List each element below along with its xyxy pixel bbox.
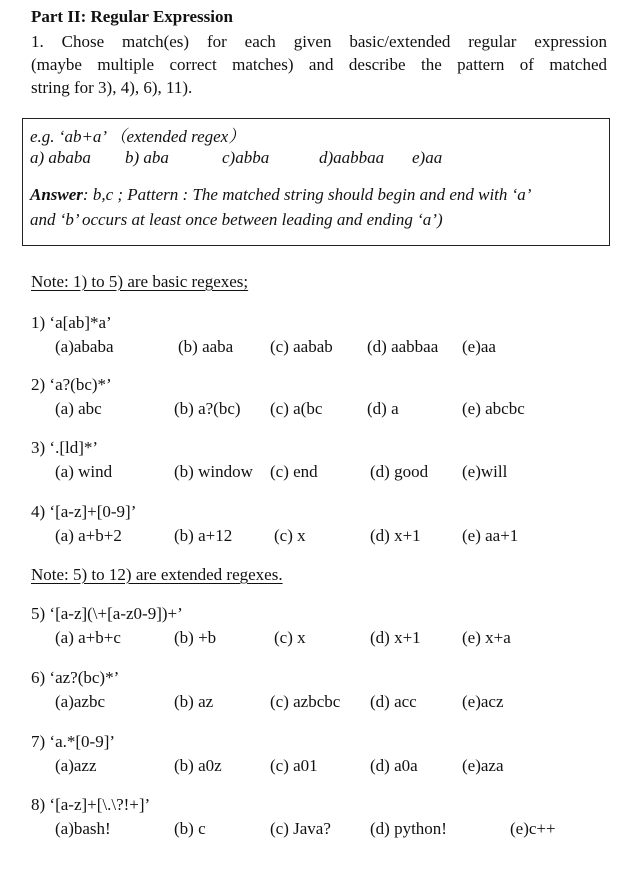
question-5: 5) ‘[a-z](\+[a-z0-9])+’ bbox=[31, 604, 183, 623]
q2-option-b: (b) a?(bc) bbox=[174, 399, 241, 418]
instructions-line-2: (maybe multiple correct matches) and describe the pattern of matched bbox=[31, 55, 607, 74]
q5-option-d: (d) x+1 bbox=[370, 628, 421, 647]
q5-option-e: (e) x+a bbox=[462, 628, 511, 647]
example-box bbox=[22, 118, 610, 246]
q1-option-c: (c) aabab bbox=[270, 337, 333, 356]
q3-option-d: (d) good bbox=[370, 462, 429, 481]
q4-option-e: (e) aa+1 bbox=[462, 526, 519, 545]
q6-option-c: (c) azbcbc bbox=[270, 692, 341, 711]
question-2: 2) ‘a?(bc)*’ bbox=[31, 375, 112, 394]
q3-option-b: (b) window bbox=[174, 462, 253, 481]
example-option-c: c)abba bbox=[222, 148, 270, 167]
answer-label: Answer bbox=[30, 185, 83, 204]
example-option-b: b) aba bbox=[125, 148, 169, 167]
q2-option-a: (a) abc bbox=[55, 399, 102, 418]
example-answer-continued: and ‘b’ occurs at least once between leading and ending ‘a’) bbox=[30, 210, 443, 229]
note-extended: Note: 5) to 12) are extended regexes. bbox=[31, 565, 283, 584]
q2-option-e: (e) abcbc bbox=[462, 399, 525, 418]
q4-option-d: (d) x+1 bbox=[370, 526, 421, 545]
q7-option-d: (d) a0a bbox=[370, 756, 418, 775]
q2-option-d: (d) a bbox=[367, 399, 399, 418]
q1-option-d: (d) aabbaa bbox=[367, 337, 439, 356]
q4-option-c: (c) x bbox=[274, 526, 306, 545]
q7-option-b: (b) a0z bbox=[174, 756, 222, 775]
instructions-line-3: string for 3), 4), 6), 11). bbox=[31, 78, 193, 97]
question-3: 3) ‘.[ld]*’ bbox=[31, 438, 99, 457]
question-4: 4) ‘[a-z]+[0-9]’ bbox=[31, 502, 137, 521]
q5-option-b: (b) +b bbox=[174, 628, 217, 647]
example-option-a: a) ababa bbox=[30, 148, 91, 167]
q8-option-b: (b) c bbox=[174, 819, 206, 838]
q3-option-c: (c) end bbox=[270, 462, 318, 481]
note-basic: Note: 1) to 5) are basic regexes; bbox=[31, 272, 249, 291]
q6-option-b: (b) az bbox=[174, 692, 214, 711]
q7-option-a: (a)azz bbox=[55, 756, 97, 775]
example-option-d: d)aabbaa bbox=[319, 148, 385, 167]
q6-option-d: (d) acc bbox=[370, 692, 417, 711]
instructions bbox=[31, 30, 607, 99]
q1-option-a: (a)ababa bbox=[55, 337, 114, 356]
q3-option-e: (e)will bbox=[462, 462, 508, 481]
section-title: Part II: Regular Expression bbox=[31, 7, 233, 26]
q5-option-c: (c) x bbox=[274, 628, 306, 647]
q7-option-c: (c) a01 bbox=[270, 756, 318, 775]
q2-option-c: (c) a(bc bbox=[270, 399, 323, 418]
question-8: 8) ‘[a-z]+[\.\?!+]’ bbox=[31, 795, 151, 814]
q8-option-c: (c) Java? bbox=[270, 819, 331, 838]
example-label: e.g. ‘ab+a’ （extended regex） bbox=[30, 127, 246, 146]
q3-option-a: (a) wind bbox=[55, 462, 113, 481]
q4-option-b: (b) a+12 bbox=[174, 526, 233, 545]
q5-option-a: (a) a+b+c bbox=[55, 628, 121, 647]
q6-option-e: (e)acz bbox=[462, 692, 504, 711]
q8-option-e: (e)c++ bbox=[510, 819, 556, 838]
q8-option-d: (d) python! bbox=[370, 819, 447, 838]
question-7: 7) ‘a.*[0-9]’ bbox=[31, 732, 116, 751]
q1-option-b: (b) aaba bbox=[178, 337, 234, 356]
instructions-line-1: 1. Chose match(es) for each given basic/extended regular expression bbox=[31, 32, 607, 51]
q7-option-e: (e)aza bbox=[462, 756, 504, 775]
question-1: 1) ‘a[ab]*a’ bbox=[31, 313, 112, 332]
q6-option-a: (a)azbc bbox=[55, 692, 106, 711]
q1-option-e: (e)aa bbox=[462, 337, 496, 356]
question-6: 6) ‘az?(bc)*’ bbox=[31, 668, 120, 687]
example-answer bbox=[30, 185, 531, 205]
answer-text: : b,c ; Pattern : The matched string should begin and end with ‘a’ bbox=[82, 185, 532, 204]
example-option-e: e)aa bbox=[412, 148, 443, 167]
q8-option-a: (a)bash! bbox=[55, 819, 111, 838]
q4-option-a: (a) a+b+2 bbox=[55, 526, 122, 545]
